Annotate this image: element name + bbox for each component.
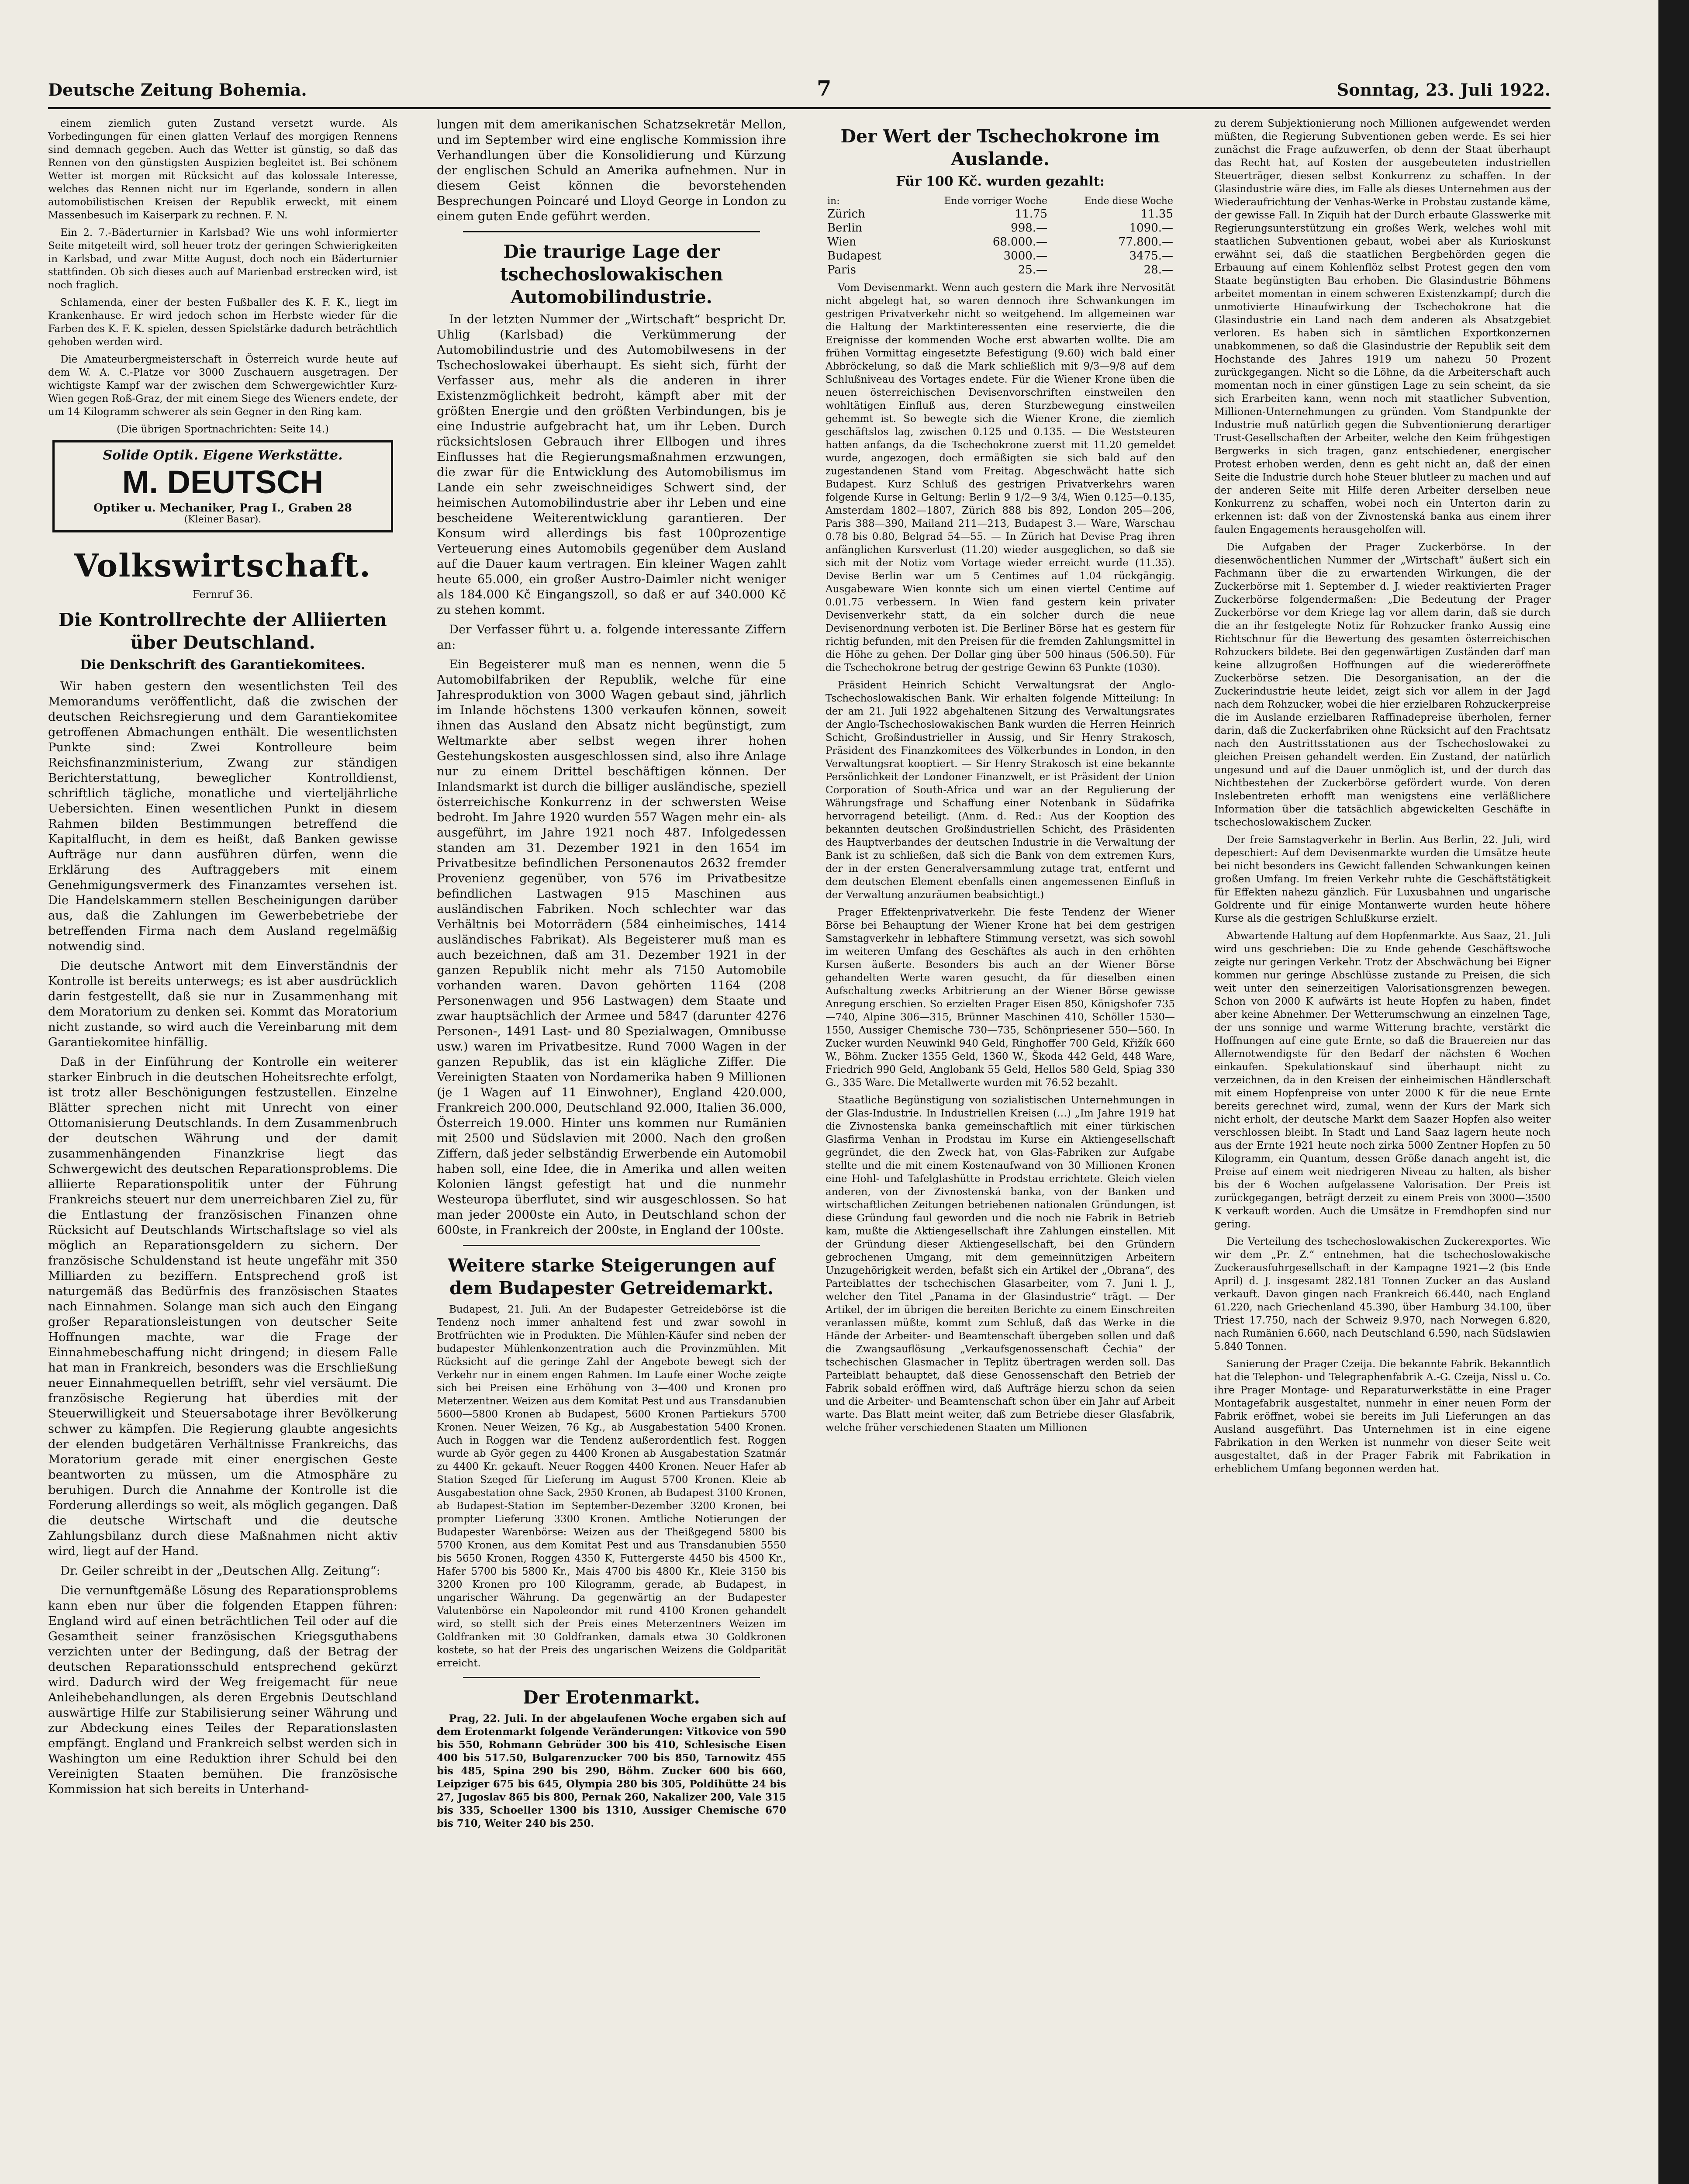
sports-paragraph: einem ziemlich guten Zustand versetzt wurde. Als Vorbedingungen für einen glatten Verlauf des morgigen Rennens sind demnach gegeben. Auch das Wetter ist günstig, so daß das Rennen von den günstigsten Auspizien begleitet ist. Bei schönem Wetter ist morgen mit Rücksicht auf das kolossale Interesse, welches das Rennen nicht nur im Egerlande, sondern in allen automobilistischen Kreisen der Republik erweckt, mit einem Massenbesuch im Kaiserpark zu rechnen. F. N.: [48, 118, 397, 221]
article-subheadline: Die Denkschrift des Garantiekomitees.: [80, 657, 366, 673]
sports-reference: (Die übrigen Sportnachrichten: Seite 14.): [116, 424, 329, 435]
current-value-cell: 11.35: [1140, 207, 1173, 221]
city-cell: Berlin: [827, 221, 863, 235]
article-paragraph: Die vernunftgemäße Lösung des Reparationsproblems kann eben nur über die folgenden Etappen führen: England wird auf einen beträchtlichen Teil oder auf die Gesamtheit seiner französischen Kriegsguthabens verzichten unter der Bedingung, daß der Betrag der deutschen Reparationsschuld entsprechend gekürzt wird. Dadurch wird der Weg freigemacht für neue Anleihebehandlungen, als deren Ergebnis Deutschland auswärtige Hilfe zur Stabilisierung seiner Währung und zur Abdeckung eines Teiles der Reparationslasten empfängt. England und Frankreich selbst werden sich in Washington um eine Reduktion ihrer Schuld bei den Vereinigten Staaten bemühen. Die französische Kommission hat sich bereits in Unterhand-: [48, 1583, 397, 1796]
section-title: Volkswirtschaft.: [74, 547, 372, 584]
column-2: [437, 117, 786, 2184]
column-1: [48, 117, 397, 2184]
ad-address: Optiker u. Mechaniker, Prag I., Graben 28: [93, 501, 352, 514]
table-caption: Für 100 Kč. wurden gezahlt:: [896, 174, 1105, 189]
current-value-cell: 28.—: [1143, 263, 1173, 276]
article-headline: Der Wert der Tschechokrone im Auslande.: [840, 126, 1160, 169]
article-paragraph: Sanierung der Prager Czeija. Die bekannte Fabrik. Bekanntlich hat die Telephon- und Telegraphenfabrik A.-G. Czeija, Nissl u. Co. ihre Prager Montage- und Reparaturwerkstätte in eine Prager Montagefabrik ausgestaltet, nunmehr in einer neuen Form der Fabrik eröffnet, wobei sie bereits im Juli Lieferungen an das Ausland ausgeführt. Das Unternehmen ist in eine eigene Fabrikation in den Werken ist nunmehr von dieser Seite weit ausgestaltet, daß in der Prager Fabrik mit Fabrikation in erheblichem Umfang begonnen werden hat.: [1214, 1358, 1551, 1475]
sports-paragraph: Die Amateurbergmeisterschaft in Österreich wurde heute auf dem W. A. C.-Platze vor 3000 Zuschauern ausgetragen. Der wichtigste Kampf war der zwischen dem Schwergewichtler Kurz-Wien gegen Roß-Graz, der mit einem Siege des Wieners endete, der um 14 Kilogramm schwerer als sein Gegner in den Ring kam.: [48, 354, 397, 418]
article-paragraph: lungen mit dem amerikanischen Schatzsekretär Mellon, und im September wird eine englische Kommission ihre Verhandlungen über die Konsolidierung und Kürzung der englischen Schuld an Amerika aufnehmen. Nur in diesem Geist können die bevorstehenden Besprechungen Poincaré und Lloyd George in London zu einem guten Ende geführt werden.: [437, 117, 786, 223]
article-paragraph: Ein Begeisterer muß man es nennen, wenn die 5 Automobilfabriken der Republik, welche für eine Jahresproduktion von 3000 Wagen gebaut sind, jährlich im Inlande höchstens 1300 verkaufen können, soweit ihnen das Ausland den Absatz nicht begünstigt, zum Weltmarkte aber selbst wegen ihrer hohen Gestehungskosten ausgeschlossen sind, also ihre Anlage nur zu einem Drittel beschäftigen können. Der Inlandsmarkt ist durch die billiger ausländische, speziell österreichische Konkurrenz in der schwersten Weise bedroht. Im Jahre 1920 wurden 557 Wagen mehr ein- als ausgeführt, im Jahre 1921 noch 487. Infolgedessen standen am 31. Dezember 1921 in den 1654 im Privatbesitze befindlichen Personenautos 2632 fremder Provenienz gegenüber, von 576 im Privatbesitze befindlichen Lastwagen 915 Maschinen aus ausländischen Fabriken. Noch schlechter war das Verhältnis bei Motorrädern (584 einheimisches, 1414 ausländisches Fabrikat). Als Begeisterer muß man es auch bezeichnen, daß am 31. Dezember 1921 in der ganzen Republik nicht mehr als 7150 Automobile vorhanden waren. Davon gehörten 1164 (208 Personenwagen und 956 Lastwagen) dem Staate und zwar hauptsächlich der Armee und 5847 (darunter 4276 Personen-, 1491 Last- und 80 Spezialwagen, Omnibusse usw.) waren im Privatbesitze. Rund 7000 Wagen in der ganzen Republik, das ist ein klägliche Ziffer. Die Vereinigten Staaten von Nordamerika haben 9 Millionen (je 1 Wagen auf 11 Einwohner), England 420.000, Frankreich 200.000, Deutschland 92.000, Italien 36.000, Österreich 19.000. Hinter uns kommen nur Rumänien mit 2500 und Südslavien mit 2000. Nach den großen Ziffern, daß jeder selbständig Erwerbende ein Automobil haben soll, eine Idee, die in Amerika und allen weiten Kolonien längst gefestigt hat und die nunmehr Westeuropa überflutet, sind wir ausgeschlossen. So hat man jeder 2000ste ein Auto, in Deutschland schon der 600ste, in Frankreich der 200ste, in England der 100ste.: [437, 657, 786, 1237]
divider: [463, 1245, 760, 1246]
article-paragraph: Wir haben gestern den wesentlichsten Teil des Memorandums veröffentlicht, daß die zwischen der deutschen Reichsregierung und dem Garantiekomitee getroffenen Abmachungen enthält. Die wesentlichsten Punkte sind: Zwei Kontrolleure beim Reichsfinanzministerium, Zwang zur ständigen Berichterstattung, beweglicher Kontrolldienst, schriftlich tägliche, monatliche und vierteljährliche Uebersichten. Einen wesentlichen Punkt in diesem Rahmen bilden Bestimmungen betreffend die Kapitalflucht, in dem es heißt, daß Banken gewisse Aufträge nur dann ausführen dürfen, wenn die Erklärung des Auftraggebers mit einem Genehmigungsvermerk des Finanzamtes versehen ist. Die Handelskammern stellen Bescheinigungen darüber aus, daß die Zahlungen im Gewerbebetriebe der betreffenden Firma nach dem Ausland regelmäßig notwendig sind.: [48, 679, 397, 953]
masthead: [48, 76, 1551, 109]
sports-paragraph: Schlamenda, einer der besten Fußballer des K. F. K., liegt im Krankenhause. Er wird jedoch schon im Herbste wieder für die Farben des K. F. K. spielen, dessen Spielstärke dadurch beträchtlich gehoben werden wird.: [48, 297, 397, 348]
table-row: [826, 221, 1175, 235]
article-paragraph: Staatliche Begünstigung von sozialistischen Unternehmungen in der Glas-Industrie. In Industriellen Kreisen (…) „Im Jahre 1919 hat die Zivnostenska banka gemeinschaftlich mit einer türkischen Glasfirma Venhan in Prodstau im Kurse ein Aktiengesellschaft gegründet, die den Zweck hat, von Glas-Fabriken zur Aufgabe stellte und die mit einem Kostenaufwand von 30 Millionen Kronen eine Hohl- und Tafelglashütte in Prodstau errichtete. Gleich vielen anderen, von der Zivnostenská banka, von der Banken und wirtschaftlichen Zeitungen betriebenen nationalen Gründungen, ist diese Gründung faul geworden und die noch nie Fabrik in Betrieb kam, mußte die Aktiengesellschaft ihre Zahlungen einstellen. Mit der Gründung dieser Aktiengesellschaft, bei den Gründern gebrochenen Umgang, mit dem gemeinnützigen Arbeitern Unzugehörigkeit werden, befaßt sich ein Artikel der „Obrana“, des Parteiblattes der tschechischen Glasarbeiter, vom 7. Juni l. J., welcher den Titel „Panama in der Glasindustrie“ trägt. — Der Artikel, der im übrigen die bereiten Berichte zu einem Einschreiten veranlassen müßte, kommt zum Schluß, daß das Werke in die Hände der Arbeiter- und Beamtenschaft übergeben sollen und daß die Zwangsauflösung „Verkaufsgenossenschaft Čechia“ der tschechischen Glasmacher in Teplitz übertragen werden soll. Das Parteiblatt behauptet, daß diese Genossenschaft den Betrieb der Fabrik sobald eröffnen wird, daß Aufträge hierzu schon da seien und die Arbeiter- und Beamtenschaft schon über ein Jahr auf Arbeit warte. Das Blatt meint weiter, daß zum Betriebe dieser Glasfabrik, welche früher verschiedenen Staaten um Millionen: [826, 1095, 1175, 1434]
current-value-cell: 77.800.—: [1118, 235, 1173, 249]
article-paragraph: Der Verfasser führt u. a. folgende interessante Ziffern an:: [437, 622, 786, 652]
divider: [463, 1677, 760, 1678]
column-3: [826, 117, 1175, 2184]
previous-value-cell: 3000.—: [1003, 249, 1048, 263]
article-headline: Der Erotenmarkt.: [523, 1687, 700, 1708]
column-header-current: Ende diese Woche: [1084, 196, 1173, 207]
divider: [463, 231, 760, 232]
article-paragraph: Die deutsche Antwort mit dem Einverständnis der Kontrolle ist bereits unterwegs; es ist aber ausdrücklich darin festgestellt, daß sie nur in Zusammenhang mit dem Moratorium zu denken sei. Kommt das Moratorium nicht zustande, so wird auch die Vereinbarung mit dem Garantiekomitee hinfällig.: [48, 959, 397, 1049]
table-body: [826, 207, 1175, 277]
city-cell: Wien: [827, 235, 857, 249]
section-phone: Fernruf 36.: [192, 588, 253, 601]
current-value-cell: 1090.—: [1129, 221, 1173, 235]
city-cell: Budapest: [827, 249, 881, 263]
article-paragraph: Präsident Heinrich Schicht Verwaltungsrat der Anglo-Tschechoslowakischen Bank. Wir erhalten folgende Mitteilung: In der am 21. Juli 1922 abgehaltenen Sitzung des Verwaltungsrates der Anglo-Tschechoslowakischen Bank wurden die Herren Heinrich Schicht, Großindustrieller in Aussig, und Sir Henry Strakosch, Präsident des Finanzkomitees des Völkerbundes in London, in den Verwaltungsrat kooptiert. — Sir Henry Strakosch ist eine bekannte Persönlichkeit der Londoner Finanzwelt, er ist Präsident der Union Corporation of South-Africa und war an der Regulierung der Währungsfrage und Schaffung einer Notenbank in Südafrika hervorragend beteiligt. (Anm. d. Red.: Aus der Kooption des bekannten deutschen Großindustriellen Schicht, des Präsidenten des Hauptverbandes der deutschen Industrie in die Verwaltung der Bank ist zu schließen, daß sich die Bank von dem extremen Kurs, der in der ersten Generalversammlung zutage trat, entfernt und dem deutschen Element ebenfalls einen angemessenen Einfluß in der Verwaltung anzuräumen beabsichtigt.): [826, 680, 1175, 901]
city-cell: Zürich: [827, 207, 865, 221]
article-paragraph: Prager Effektenprivatverkehr. Die feste Tendenz der Wiener Börse bei Behauptung der Wiener Krone hat bei dem gestrigen Samstagverkehr in lebhaftere Stimmung versetzt, was sich sowohl im weiteren Umfang des Geschäftes als auch in den erhöhten Kursen äußerte. Besonders bis auch an der Wiener Börse gehandelten Werte waren gesucht, da für dieselben einen Aufschaltung zwecks Arbitrierung an der Wiener Börse gewisse Anregung erschien. So erzielten Prager Eisen 850, Königshofer 735—740, Alpine 306—315, Brünner Maschinen 410, Schöller 1530—1550, Aussiger Chemische 730—735, Schönpriesener 550—560. In Zucker wurden Neuwinkl 940 Geld, Ringhoffer 700 Geld, Křižík 660 W., Böhm. Zucker 1355 Geld, 1360 W., Škoda 442 Geld, 448 Ware, Friedrich 990 Geld, Anglobank 55 Geld, Hellos 580 Geld, Spiag 330 G., 335 Ware. Die Metallwerte wurden mit 76.52 bezahlt.: [826, 907, 1175, 1089]
article-paragraph: Der freie Samstagverkehr in Berlin. Aus Berlin, 22. Juli, wird depeschiert: Auf dem Devisenmarkte wurden die Umsätze heute bei nicht besonders ins Gewicht fallenden Schwankungen keinen großen Umfang. Im freien Verkehr ruhte die Geschäftstätigkeit für Effekten nahezu gänzlich. Für Luxusbahnen und ungarische Goldrente und für einige Montanwerte wurden heute höhere Kurse als die gestrigen Schlußkurse erzielt.: [1214, 834, 1551, 924]
article-paragraph: In der letzten Nummer der „Wirtschaft“ bespricht Dr. Uhlig (Karlsbad) die Verkümmerung der Automobilindustrie und des Automobilwesens in der Tschechoslowakei überhaupt. Es sieht sich, fürht der Verfasser aus, mehr als die anderen in ihrer Existenzmöglichkeit bedroht, kämpft aber mit der größten Energie und den größten Verbindungen, bis je eine Industrie aufgebracht hat, um ihr Leben. Durch rücksichtslosen Gebrauch ihrer Ellbogen und ihres Einflusses hat die Regierungsmaßnahmen erzwungen, die zwar für die Entwicklung des Automobilismus im Lande ein sehr zweischneidiges Schwert sind, der heimischen Automobilindustrie aber ihr Leben und eine bescheidene Weiterentwicklung garantieren. Der Konsum wird allerdings bis fast 100prozentige Verteuerung eines Automobils gegenüber dem Ausland auf die Dauer kaum vertragen. Ein kleiner Wagen zahlt heute 65.000, ein großer Austro-Daimler nicht weniger als 184.000 Kč Eingangszoll, so daß er auf 340.000 Kč zu stehen kommt.: [437, 312, 786, 617]
scan-border-right: [1658, 0, 1689, 2184]
advertisement-m-deutsch: [52, 440, 393, 532]
article-paragraph: zu derem Subjektionierung noch Millionen aufgewendet werden müßten, die Regierung Subventionen geben werde. Es sei hier zunächst die Frage aufzuwerfen, ob denn der Staat überhaupt das Recht hat, auf Kosten der ausgebeuteten industriellen Steuerträger, diesen selbst Konkurrenz zu schaffen. In der Glasindustrie wäre dies, im Falle als dieses Unternehmen aus der Wiederaufrichtung der Venhas-Werke in Probstau zustande käme, der gewisse Fall. In Ziquih hat der Durch erbaute Glasswerke mit Regierungsunterstützung ein großes Werk, welches wohl mit staatlichen Subventionen gebaut, wobei aber als Kurioskunst erwähnt sei, daß die staatlichen Bergbehörden gegen die Erbauung auf einem Kohlenflöz selbst Protest gegen den vom Staate begünstigten Bau erhoben. Die Glasindustrie Böhmens arbeitet momentan in einem schweren Existenzkampf; durch die unmotivierte Hinaufwirkung der Tschechokrone hat die Glasindustrie ein Land nach dem anderen als Absatzgebiet verloren. Es haben sich in sämtlichen Exportkonzernen unabkommenen, so daß die Glasindustrie der Republik seit dem Hochstande des Jahres 1919 um nahezu 50 Prozent zurückgegangen. Nicht so die Löhne, da die Arbeiterschaft auch momentan noch in einer günstigen Lage zu sein scheint, da sie sich Erarbeiten kann, wenn noch mit staatlicher Subvention, Millionen-Unternehmungen zu gründen. Vom Standpunkte der Industrie muß natürlich gegen die Subventionierung derartiger Trust-Gesellschaften der Arbeiter, welche den Keim frühgestigen Bergwerks in sich tragen, ganz entschiedener, energischer Protest erhoben werden, denn es geht nicht an, daß der einen Seite die Industrie durch hohe Steuer blutleer zu machen und auf der anderen Seite mit Hilfe deren Arbeiter derselben neue Konkurrenz zu schaffen, wobei noch ein Unterton darin zu erkennen ist: daß von der Zivnostenská banka aus einem ihrer faulen Engagements herausgeholfen will.: [1214, 118, 1551, 536]
article-paragraph: Vom Devisenmarkt. Wenn auch gestern die Mark ihre Nervosität nicht abgelegt hat, so waren dennoch ihre Schwankungen im gestrigen Privatverkehr nicht so weitgehend. Im allgemeinen war die Haltung der Marktinteressenten eine reservierte, die die Ereignisse der kommenden Woche erst abwarten wollte. Die am frühen Vormittag eingesetzte Befestigung (9.60) wich bald einer Abbröckelung, so daß die Mark schließlich mit 9/3—9/8 auf dem Schlußniveau des Vortages endete. Für die Wiener Krone üben die neuen österreichischen Devisenvorschriften einstweilen den wohltätigen Einfluß aus, deren Sturzbewegung einstweilen gehemmt ist. So bewegte sich die Wiener Krone, die ziemlich geschäftslos lag, zwischen 0.125 und 0.135. — Die Weststeuren hatten anfangs, da die Tschechokrone zuerst mit 11.20 gemeldet wurde, angezogen, doch ermäßigten sie sich bald auf den zugestandenen Stand vom Freitag. Abgeschwächt hatte sich Budapest. Kurz Schluß des gestrigen Privatverkehrs waren folgende Kurse in Geltung: Berlin 9 1/2—9 3/4, Wien 0.125—0.135, Amsterdam 1802—1807, Zürich 888 bis 892, London 205—206, Paris 388—390, Mailand 211—213, Budapest 3.— Ware, Warschau 0.78 bis 0.80, Belgrad 54—55. — In Zürich hat Devise Prag ihren anfänglichen Kursverlust (11.20) wieder ausgeglichen, so daß sie sich mit der Notiz vom Vortage wieder erreicht wurde (11.35). Devise Berlin war um 5 Centimes auf 1.04 rückgängig. Ausgabeware Wien konnte sich um einen viertel Centime auf 0.01.75 verbessern. In Wien fand gestern kein privater Devisenverkehr statt, da ein solcher durch die neue Devisenordnung verboten ist. Die Berliner Börse hat es gestern für richtig befunden, mit den Preisen für die fremden Zahlungsmittel in die Höhe zu gehen. Der Dollar ging über 500 hinaus (506.50). Für die Tschechokrone betrug der gestrige Gewinn 63 Punkte (1030).: [826, 282, 1175, 674]
article-headline: Die Kontrollrechte der Alliierten über Deutschland.: [59, 609, 387, 653]
ad-company-name: M. DEUTSCH: [122, 464, 324, 500]
ad-tagline: Solide Optik. Eigene Werkstätte.: [103, 448, 343, 463]
article-paragraph: Dr. Geiler schreibt in der „Deutschen Allg. Zeitung“:: [60, 1564, 380, 1578]
article-paragraph: Die Aufgaben der Prager Zuckerbörse. In der diesenwöchentlichen Nummer der „Wirtschaft“ äußert sich ein Fachmann über die zu erwartenden Wirkungen, die der Zuckerbörse mit 1. September d. J. wieder reaktivierten Prager Zuckerbörse folgendermaßen: „Die Bedeutung der Prager Zuckerbörse vor dem Kriege lag vor allem darin, daß sie durch die an ihr festgelegte Notiz für Rohzucker franko Aussig eine Richtschnur für die Bewertung des gesamten österreichischen Rohzuckers bildete. Bei den gegenwärtigen Zuständen darf man keine allzugroßen Hoffnungen auf die wiedereröffnete Zuckerbörse setzen. Die Desorganisation, an der die Zuckerindustrie heute leidet, zeigt sich vor allem in der Jagd nach dem Rohzucker, wobei die hier erzielbaren Rohzuckerpreise die im Auslande erzielbaren Raffinadepreise überholen, ferner darin, daß die Zuckerfabriken ohne Rücksicht auf den Frachtsatz nach den Austrittsstationen aus der Tschechoslowakei zu gleichen Preisen gehandelt werden. Ein Zustand, der natürlich ungesund und auf die Dauer unmöglich ist, und der durch das Nichtbestehen der Zuckerbörse gefördert wurde. Von deren Inslebentreten erhofft man wenigstens eine verläßlichere Information über die tatsächlich abgewickelten Geschäfte in tschechoslowakischem Zucker.: [1214, 542, 1551, 828]
article-paragraph: Daß in der Einführung der Kontrolle ein weiterer starker Einbruch in die deutschen Hoheitsrechte erfolgt, ist trotz aller Beschönigungen festzustellen. Einzelne Blätter sprechen nicht mit Unrecht von einer Ottomanisierung Deutschlands. In dem Zusammenbruch der deutschen Währung und der damit zusammenhängenden Finanzkrise liegt das Schwergewicht des deutschen Reparationsproblems. Die alliierte Reparationspolitik unter der Führung Frankreichs steuert nur dem unerreichbaren Ziel zu, für die Entlastung der französischen Finanzen ohne Rücksicht auf Deutschlands Wirtschaftslage so viel als möglich an Reparationsgeldern zu sichern. Der französische Schuldenstand ist heute ungefähr mit 350 Milliarden zu beziffern. Entsprechend groß ist naturgemäß das Bedürfnis des französischen Staates nach Einnahmen. Solange man sich auch den Eingang großer Reparationsleistungen von deutscher Seite Hoffnungen machte, war die Frage der Einnahmebeschaffung nicht dringend; in diesem Falle hat man in Frankreich, besonders was die Erschließung neuer Einnahmequellen betrifft, sehr viel versäumt. Die französische Regierung hat überdies mit der Steuerwilligkeit und Steuersabotage ihrer Bevölkerung schwer zu kämpfen. Die Regierung glaubte angesichts der elenden budgetären Verhältnisse Frankreichs, das Moratorium gerade mit einer energischen Geste beantworten zu müssen, um die Atmosphäre zu beruhigen. Durch die Annahme der Kontrolle ist die Forderung allerdings so weit, als möglich gegangen. Daß die deutsche Wirtschaft und die deutsche Zahlungsbilanz durch diese Maßnahmen nicht aktiv wird, liegt auf der Hand.: [48, 1055, 397, 1558]
table-row: [826, 207, 1175, 221]
table-row: [826, 249, 1175, 263]
column-4: [1214, 117, 1551, 2184]
article-headline: Die traurige Lage der tschechoslowakischen Automobilindustrie.: [500, 241, 723, 308]
issue-date: Sonntag, 23. Juli 1922.: [1337, 80, 1551, 100]
currency-table: [826, 195, 1175, 277]
article-paragraph: Prag, 22. Juli. In der abgelaufenen Woche ergaben sich auf dem Erotenmarkt folgende Veränderungen: Vitkovice von 590 bis 550, Rohmann Gebrüder 300 bis 410, Schlesische Eisen 400 bis 517.50, Bulgarenzucker 700 bis 850, Tarnowitz 455 bis 485, Spina 290 bis 290, Böhm. Zucker 600 bis 660, Leipziger 675 bis 645, Olympia 280 bis 305, Poldihütte 24 bis 27, Jugoslav 865 bis 800, Pernak 260, Nakalizer 200, Vale 315 bis 335, Schoeller 1300 bis 1310, Aussiger Chemische 670 bis 710, Weiter 240 bis 250.: [437, 1713, 786, 1829]
previous-value-cell: 11.75: [1015, 207, 1048, 221]
table-row: [826, 235, 1175, 249]
page-number: 7: [817, 76, 832, 101]
article-paragraph: Budapest, 21. Juli. An der Budapester Getreidebörse ist die Tendenz noch immer anhaltend fest und zwar sowohl in Brotfrüchten wie in Produkten. Die Mühlen-Käufer sind neben der budapester Mühlenkonzentration auch die Provinzmühlen. Mit Rücksicht auf die geringe Zahl der Angebote bewegt sich der Verkehr nur in einem engen Rahmen. Im Laufe einer Woche zeigte sich bei Preisen eine Erhöhung von 3—400 und Kronen pro Meterzentner. Weizen aus dem Komitat Pest und aus Transdanubien 5600—5800 Kronen ab Budapest, 5600 Kronen Partiekurs 5700 Kronen. Neuer Weizen, 76 Kg., ab Ausgabestation 5400 Kronen. Auch in Roggen war die Tendenz außerordentlich fest. Roggen wurde ab Györ gegen zu 4400 Kronen ab Ausgabestation Szatmár zu 4400 Kr. gekauft. Neuer Roggen 4400 Kronen. Neuer Hafer ab Station Szeged für Lieferung im August 5700 Kronen. Kleie ab Ausgabestation ohne Sack, 2950 Kronen, ab Budapest 3100 Kronen, ab Budapest-Station im September-Dezember 3200 Kronen, bei prompter Lieferung 3300 Kronen. Amtliche Notierungen der Budapester Warenbörse: Weizen aus der Theißgegend 5800 bis 5700 Kronen, aus dem Komitat Pest und aus Transdanubien 5550 bis 5650 Kronen, Roggen 4350 K, Futtergerste 4450 bis 4500 Kr., Hafer 5700 bis 5800 Kr., Mais 4700 bis 4800 Kr., Kleie 3150 bis 3200 Kronen pro 100 Kilogramm, gerade, ab Budapest, in ungarischer Währung. Da gegenwärtig an der Budapester Valutenbörse ein Napoleondor mit rund 4100 Kronen gehandelt wird, so stellt sich der Preis eines Meterzentners Weizen im Goldfranken mit 30 Goldfranken, damals etwa 30 Goldkronen kostete, so hat der Preis des ungarischen Weizens die Goldparität erreicht.: [437, 1304, 786, 1669]
ad-location-note: (Kleiner Basar).: [184, 514, 262, 525]
table-row: [826, 263, 1175, 277]
article-paragraph: Die Verteilung des tschechoslowakischen Zuckerexportes. Wie wir dem „Pr. Z.“ entnehmen, hat die tschechoslowakische Zuckerausfuhrgesellschaft in der Kampagne 1921—2 (bis Ende April) d. J. insgesamt 282.181 Tonnen Zucker an das Ausland verkauft. Davon gingen nach Frankreich 66.440, nach England 61.220, nach Griechenland 45.390, über Hamburg 34.100, über Triest 17.750, nach der Schweiz 9.970, nach Norwegen 6.820, nach Rumänien 6.660, nach Deutschland 6.590, nach Südslawien 5.840 Tonnen.: [1214, 1236, 1551, 1352]
column-header-previous: Ende vorriger Woche: [944, 196, 1048, 207]
article-paragraph: Abwartende Haltung auf dem Hopfenmarkte. Aus Saaz, 21. Juli wird uns geschrieben: Die zu Ende gehende Geschäftswoche zeigte nur geringen Verkehr. Trotz der Abschwächung bei Eigner kommen nur geringe Abschlüsse zustande zu Preisen, die sich weit unter den seinerzeitigen Valorisationsgrenzen bewegen. Schon von 2000 K aufwärts ist heute Hopfen zu haben, findet aber keine Abnehmer. Der Wetterumschwung an einzelnen Tage, der uns sonnige und warme Witterung brachte, verstärkt die Hoffnungen auf eine gute Ernte, so daß die Brauereien nur das Allernotwendigste für den Bedarf der nächsten 6 Wochen einkaufen. Spekulationskauf sind überhaupt nicht zu verzeichnen, da in den Kreisen der einheimischen Händlerschaft mit einem Hopfenpreise von unter 2000 K für die neue Ernte bereits gerechnet wird, zumal, wenn der Kurs der Mark sich nicht erholt, der deutsche Markt dem Saazer Hopfen also weiter verschlossen bleibt. In Stadt und Land Saaz lagern heute noch aus der Ernte 1921 heute noch zirka 5000 Zentner Hopfen zu 50 Kilogramm, ein Quantum, dessen Größe danach angeht ist, die Preise auf einem weit niedrigeren Niveau zu halten, als bisher bis der 6 Wochen aufgelassene Valorisation. Der Preis ist zurückgegangen, beträgt derzeit zu einem Preis von 3000—3500 K verkauft worden. Auch die Umsätze in Fremdhopfen sind nur gering.: [1214, 930, 1551, 1230]
column-header-city: in:: [827, 196, 840, 207]
newspaper-title: Deutsche Zeitung Bohemia.: [48, 80, 307, 100]
city-cell: Paris: [827, 263, 856, 276]
previous-value-cell: 68.000.—: [992, 235, 1048, 249]
sports-paragraph: Ein 2. 7.-Bäderturnier in Karlsbad? Wie uns wohl informierter Seite mitgeteilt wird, soll heuer trotz der geringen Schwierigkeiten in Karlsbad, und zwar Mitte August, doch noch ein Bäderturnier stattfinden. Ob sich dieses auch auf Marienbad erstrecken wird, ist noch fraglich.: [48, 227, 397, 291]
article-headline: Weitere starke Steigerungen auf dem Budapester Getreidemarkt.: [448, 1255, 775, 1299]
previous-value-cell: 998.—: [1011, 221, 1048, 235]
table-header-row: [826, 195, 1175, 207]
previous-value-cell: 25.—: [1018, 263, 1048, 276]
current-value-cell: 3475.—: [1129, 249, 1173, 263]
